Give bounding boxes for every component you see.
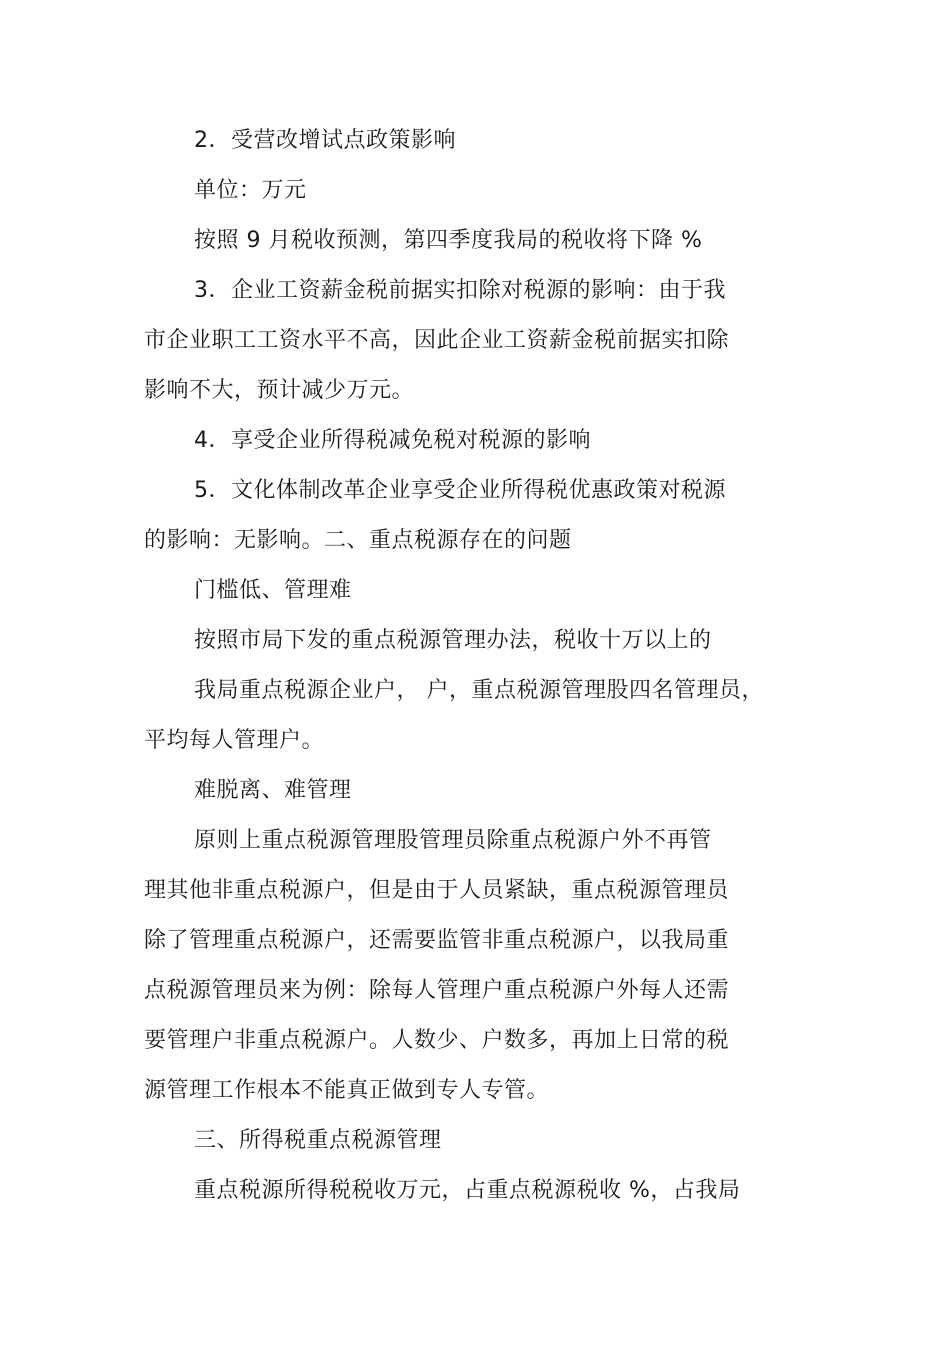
- text-line: 要管理户非重点税源户。人数少、户数多，再加上日常的税: [144, 1028, 730, 1053]
- text-line: 按照 9 月税收预测，第四季度我局的税收将下降 %: [194, 228, 703, 253]
- text-line: 原则上重点税源管理股管理员除重点税源户外不再管: [194, 828, 712, 853]
- text-line: 三、所得税重点税源管理: [194, 1128, 442, 1153]
- text-line: 单位：万元: [194, 178, 307, 203]
- text-line: 我局重点税源企业户， 户，重点税源管理股四名管理员，: [194, 678, 764, 703]
- text-line: 源管理工作根本不能真正做到专人专管。: [144, 1078, 550, 1103]
- text-line: 点税源管理员来为例：除每人管理户重点税源户外每人还需: [144, 978, 730, 1003]
- text-line: 门槛低、管理难: [194, 578, 352, 603]
- text-line: 影响不大，预计减少万元。: [144, 378, 415, 403]
- text-line: 难脱离、难管理: [194, 778, 352, 803]
- text-line: 平均每人管理户。: [144, 728, 325, 753]
- text-line: 理其他非重点税源户，但是由于人员紧缺，重点税源管理员: [144, 878, 730, 903]
- text-line: 2．受营改增试点政策影响: [194, 128, 456, 153]
- text-line: 3．企业工资薪金税前据实扣除对税源的影响：由于我: [194, 278, 726, 303]
- text-line: 4．享受企业所得税减免税对税源的影响: [194, 428, 591, 453]
- text-line: 市企业职工工资水平不高，因此企业工资薪金税前据实扣除: [144, 328, 730, 353]
- text-line: 的影响：无影响。二、重点税源存在的问题: [144, 528, 572, 553]
- text-line: 5．文化体制改革企业享受企业所得税优惠政策对税源: [194, 478, 726, 503]
- text-line: 重点税源所得税税收万元，占重点税源税收 %，占我局: [194, 1178, 741, 1203]
- text-line: 除了管理重点税源户，还需要监管非重点税源户，以我局重: [144, 928, 730, 953]
- text-line: 按照市局下发的重点税源管理办法，税收十万以上的: [194, 628, 712, 653]
